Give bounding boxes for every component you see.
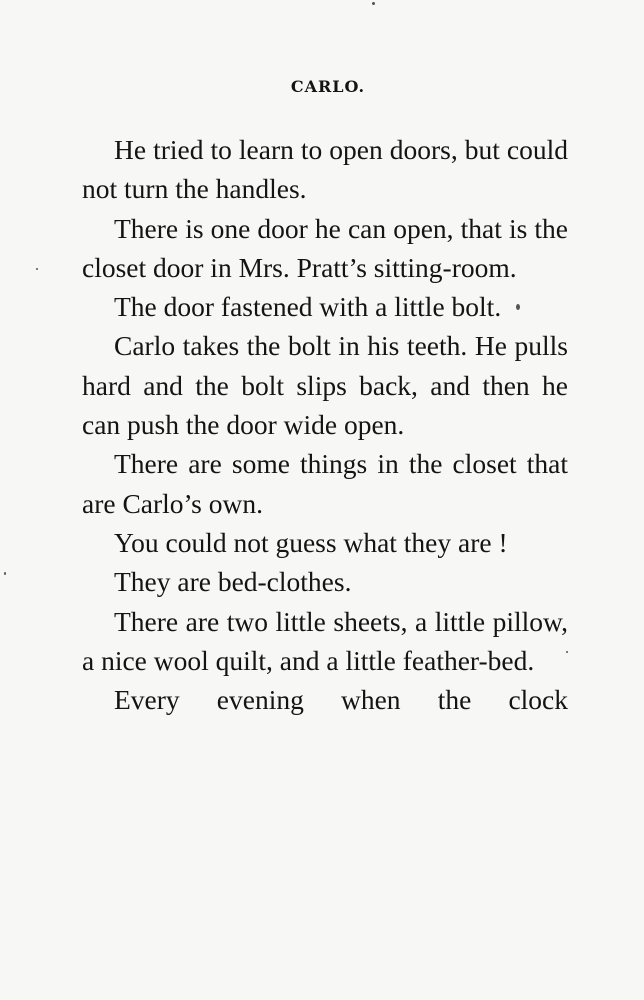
paragraph-7: They are bed-clothes. — [114, 566, 352, 598]
speck-mark — [566, 651, 568, 653]
paragraph-9: Every evening when the clock — [114, 684, 568, 716]
body-text — [82, 130, 568, 719]
paragraph-1: He tried to learn to open doors, but could not turn the handles. — [82, 134, 568, 205]
paragraph-3: The door fastened with a little bolt. — [114, 291, 502, 323]
speck-mark — [36, 268, 38, 270]
paragraph-4: Carlo takes the bolt in his teeth. He pulls hard and the bolt slips back, and then he can push the door wide open. — [82, 330, 568, 441]
paragraph-6: You could not guess what they are ! — [114, 526, 508, 558]
running-head: CARLO. — [290, 77, 366, 96]
paragraph-5: There are some things in the closet that are Carlo’s own. — [82, 448, 568, 519]
paragraph-2: There is one door he can open, that is the closet door in Mrs. Pratt’s sitting-room. — [82, 212, 568, 283]
speck-mark — [516, 304, 520, 310]
speck-mark — [372, 2, 375, 5]
paragraph-8: There are two little sheets, a little pillow, a nice wool quilt, and a little feather-bed. — [82, 605, 568, 676]
speck-mark — [4, 572, 6, 575]
